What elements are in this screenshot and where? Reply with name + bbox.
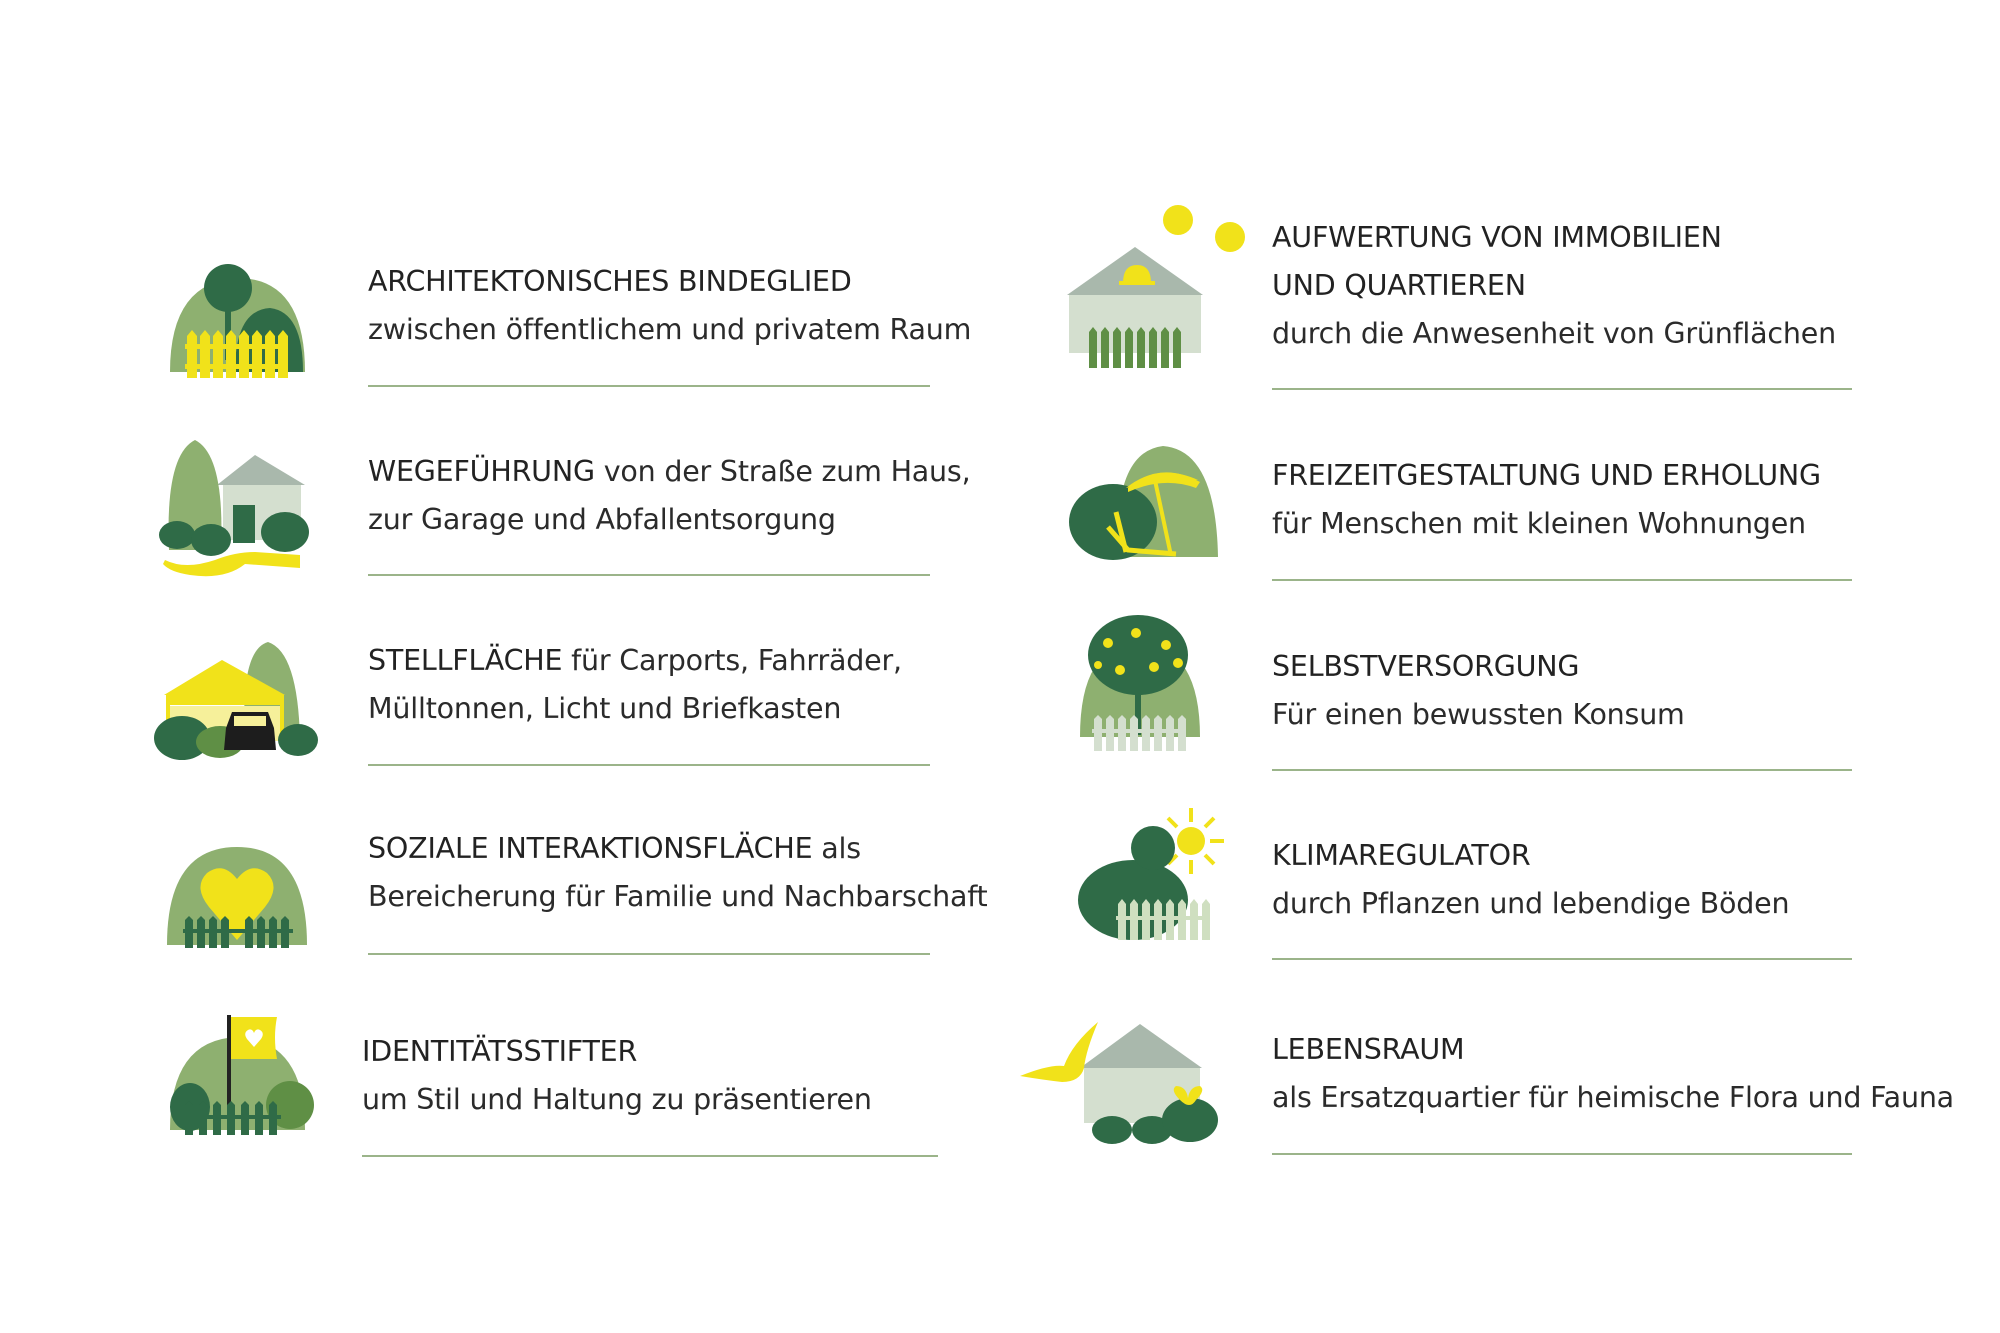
item-title: LEBENSRAUM [1272, 1033, 1465, 1066]
item-description: durch Pflanzen und lebendige Böden [1272, 887, 1790, 920]
house-sun-icon [1065, 205, 1250, 370]
heart-icon [165, 845, 310, 950]
item-title-2: UND QUARTIEREN [1272, 269, 1526, 302]
item-title: FREIZEITGESTALTUNG UND ERHOLUNG [1272, 459, 1821, 492]
item-description: als Ersatzquartier für heimische Flora und Fauna [1272, 1081, 1954, 1114]
house-path-icon [155, 440, 310, 575]
item-title: ARCHITEKTONISCHES BINDEGLIED [368, 265, 852, 298]
item-title: SELBSTVERSORGUNG [1272, 650, 1580, 683]
fruit-tree-icon [1078, 615, 1208, 755]
carport-icon [150, 640, 320, 765]
item-title: STELLFLÄCHE [368, 644, 563, 677]
item-description: durch die Anwesenheit von Grünflächen [1272, 317, 1836, 350]
divider [1272, 579, 1852, 581]
item-title: WEGEFÜHRUNG [368, 455, 595, 488]
item-title: IDENTITÄTSSTIFTER [362, 1035, 638, 1068]
item-title: AUFWERTUNG VON IMMOBILIEN [1272, 221, 1722, 254]
divider [1272, 958, 1852, 960]
item-title: KLIMAREGULATOR [1272, 839, 1531, 872]
item-description: zur Garage und Abfallentsorgung [368, 503, 836, 536]
divider [368, 574, 930, 576]
bird-habitat-icon [1020, 1020, 1220, 1140]
sun-climate-icon [1078, 800, 1233, 940]
item-description: für Menschen mit kleinen Wohnungen [1272, 507, 1806, 540]
divider [1272, 388, 1852, 390]
divider [368, 953, 930, 955]
divider [362, 1155, 938, 1157]
item-description: um Stil und Haltung zu präsentieren [362, 1083, 872, 1116]
tree-fence-icon [165, 260, 310, 380]
divider [368, 764, 930, 766]
item-description: Bereicherung für Familie und Nachbarschaft [368, 880, 988, 913]
item-description: Mülltonnen, Licht und Briefkasten [368, 692, 842, 725]
divider [1272, 1153, 1852, 1155]
parasol-icon [1068, 442, 1223, 567]
divider [368, 385, 930, 387]
item-title: SOZIALE INTERAKTIONSFLÄCHE [368, 832, 813, 865]
divider [1272, 769, 1852, 771]
item-description: zwischen öffentlichem und privatem Raum [368, 313, 972, 346]
item-description: Für einen bewussten Konsum [1272, 698, 1685, 731]
flag-icon [165, 1015, 320, 1135]
